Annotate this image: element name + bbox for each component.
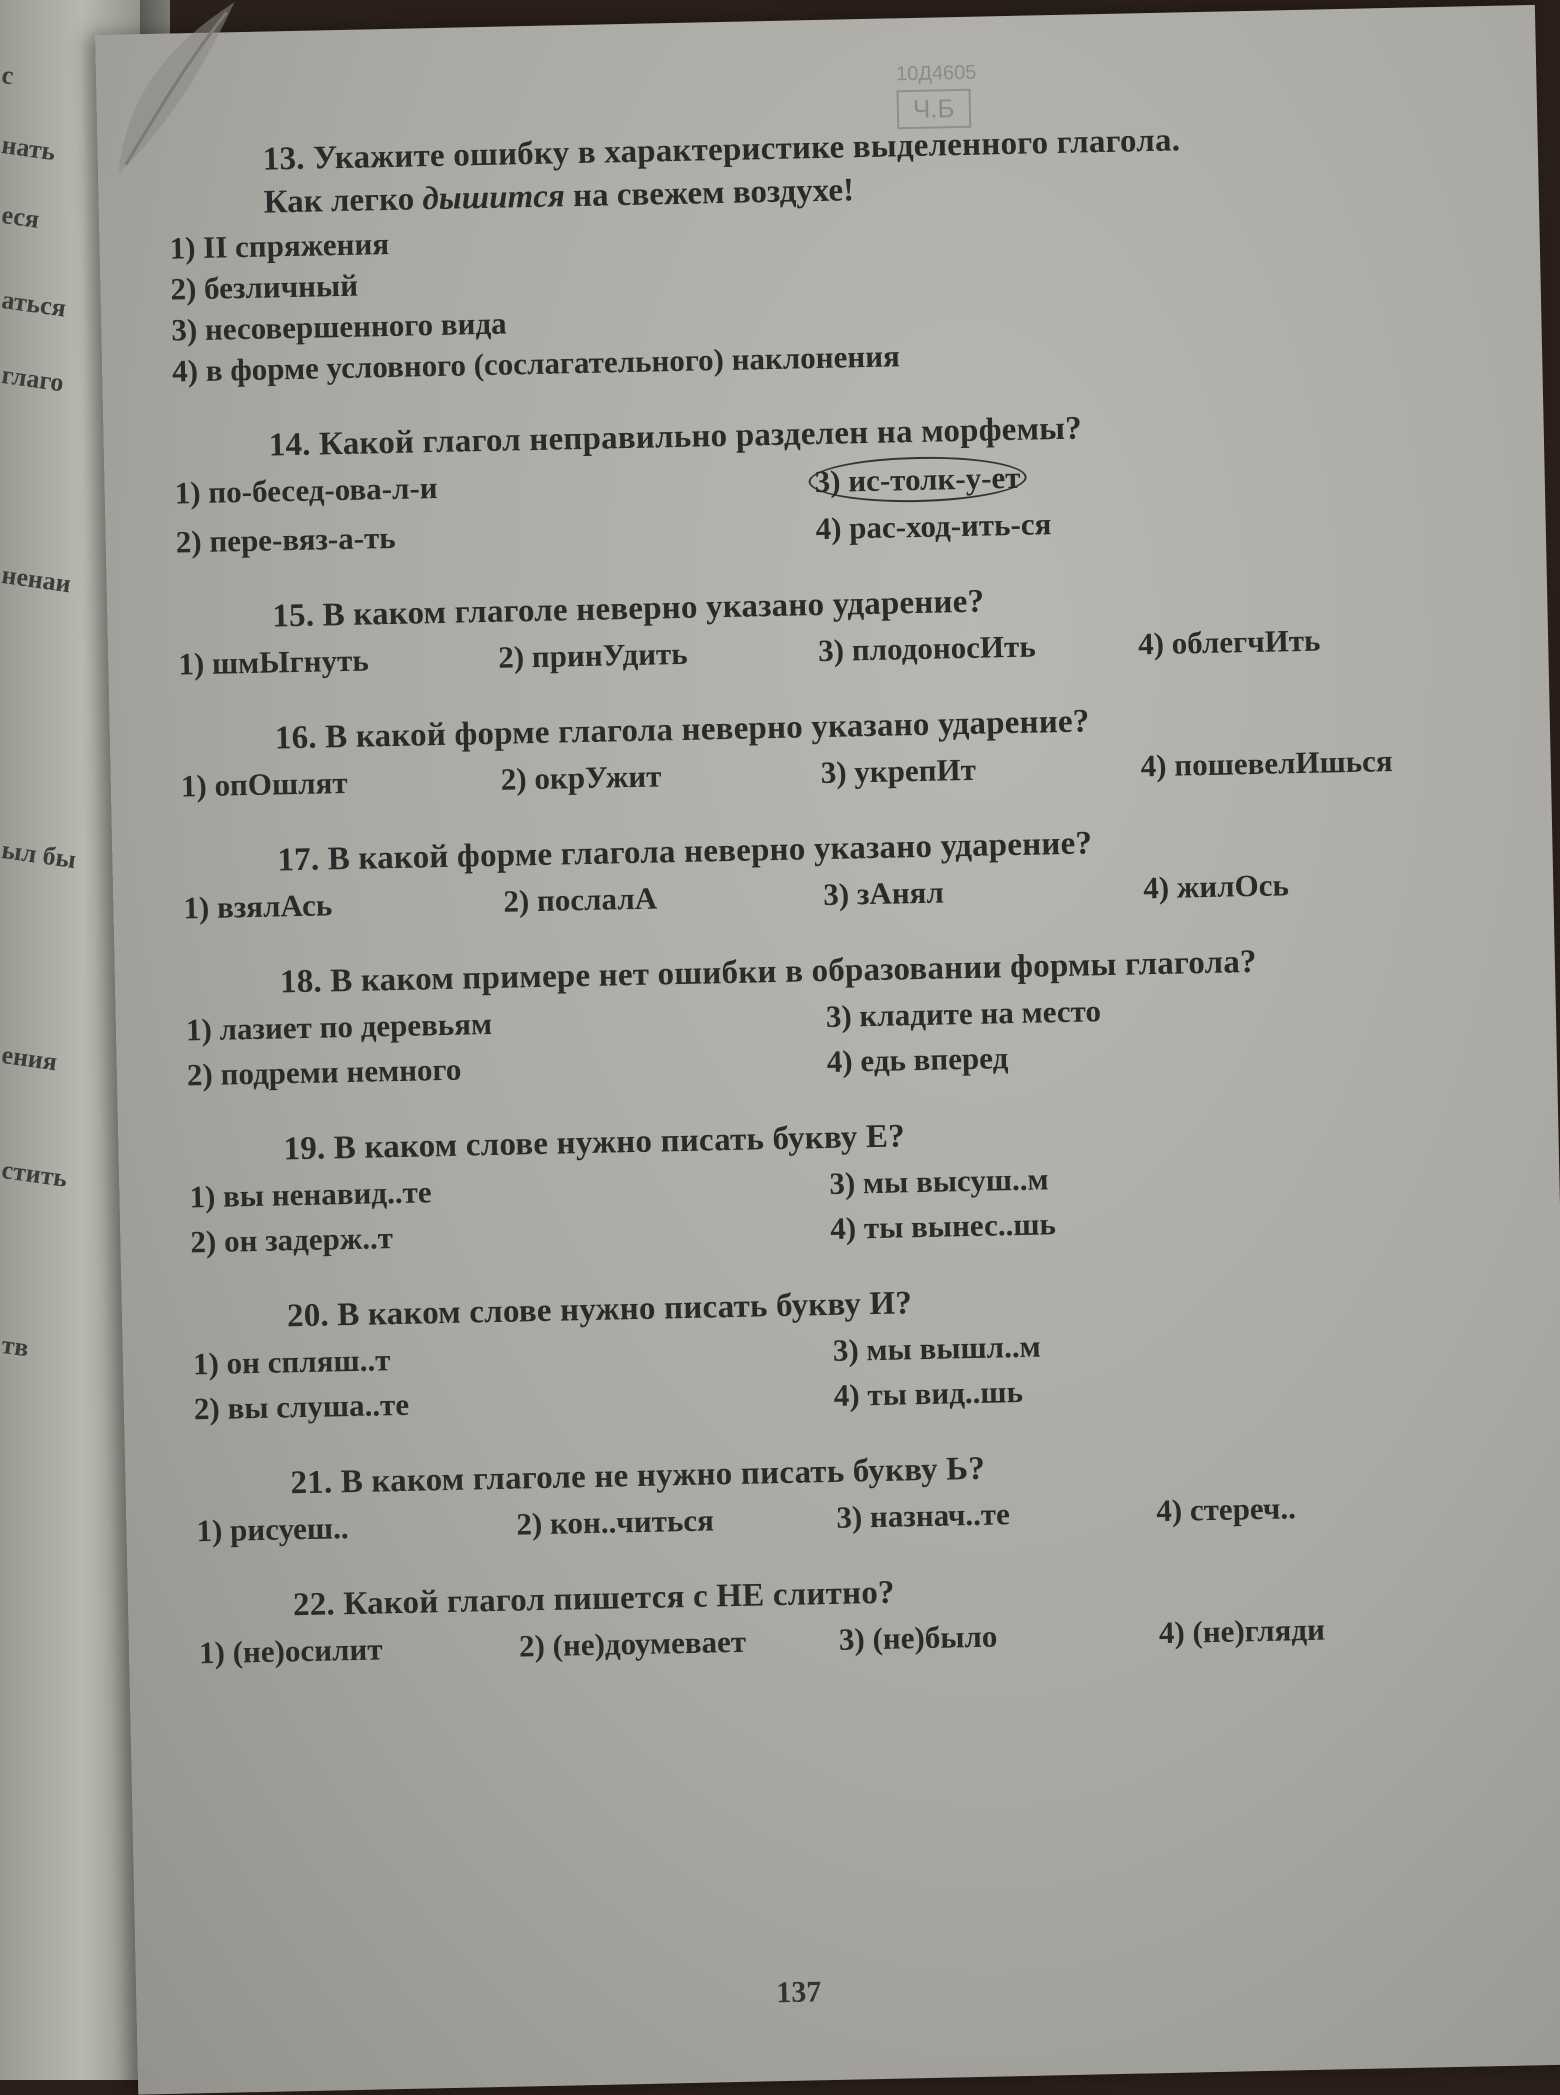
question-title: 17. В какой форме глагола неверно указано ударение? (277, 825, 1093, 879)
answer-option: 1) лазиет по деревьям (185, 1005, 493, 1048)
answer-option: 2) кон..читься (516, 1502, 715, 1542)
answer-option: 2) (не)доумевает (518, 1623, 747, 1664)
answer-option: 2) вы слуша..те (193, 1386, 410, 1427)
answer-option: 1) по-бесед-ова-л-и (174, 470, 438, 511)
answer-option: 3) несовершенного вида (170, 305, 507, 348)
question-18 (185, 940, 1467, 1096)
question-19 (188, 1107, 1470, 1263)
sentence-part: на свежем воздухе! (564, 172, 855, 215)
question-title: 22. Какой глагол пишется с НЕ слитно? (292, 1574, 896, 1624)
left-page-fragment: тв (0, 1330, 31, 1363)
answer-option: 1) рисуеш.. (196, 1510, 349, 1549)
answer-option: 2) безличный (170, 267, 359, 307)
left-page-fragment: с (0, 60, 16, 91)
pen-circle-mark (808, 455, 1027, 505)
stamp-box: Ч.Б (896, 89, 970, 130)
title-emphasis: не (594, 1458, 629, 1495)
answer-option: 4) ты вынес..шь (829, 1206, 1057, 1246)
left-page-fragment: ыл бы (0, 835, 78, 875)
answer-option: 3) кладите на место (825, 993, 1102, 1034)
question-title: 20. В каком слове нужно писать букву И? (286, 1285, 913, 1335)
answer-option: 1) (не)осилит (198, 1631, 383, 1671)
left-page-fragment: ненаи (0, 560, 73, 599)
answer-option: 3) мы высуш..м (829, 1161, 1049, 1201)
question-title: 19. В каком слове нужно писать букву Е? (283, 1118, 906, 1168)
question-14 (173, 403, 1456, 563)
page-number: 137 (775, 1975, 822, 2010)
question-list (167, 61, 1480, 1711)
answer-option: 3) зАнял (822, 874, 945, 913)
answer-option: 4) стереч.. (1155, 1490, 1297, 1529)
left-page-fragment: глаго (0, 360, 66, 398)
answer-option-text: 3) ис-толк-у-ет (814, 459, 1021, 500)
question-title: 16. В какой форме глагола неверно указано ударение? (274, 703, 1090, 757)
question-20 (192, 1274, 1474, 1430)
answer-option: 1) шмЫгнуть (177, 642, 370, 682)
answer-option: 4) в форме условного (сослагательного) наклонения (171, 338, 901, 389)
left-page-fragment: еся (0, 200, 42, 234)
answer-option: 2) подреми немного (186, 1051, 462, 1093)
answer-option: 1) взялАсь (183, 887, 333, 926)
answer-option: 2) принУдить (497, 635, 688, 675)
answer-option: 4) облегчИть (1137, 622, 1321, 662)
answer-option: 2) он задерж..т (190, 1220, 394, 1260)
question-title: 13. Укажите ошибку в характеристике выделенного глагола. (262, 122, 1181, 178)
answer-option: 3) мы вышл..м (832, 1328, 1041, 1368)
answer-option: 4) пошевелИшься (1140, 743, 1393, 784)
question-title: 14. Какой глагол неправильно разделен на морфемы? (268, 410, 1083, 464)
question-17 (182, 818, 1463, 929)
question-21 (195, 1440, 1476, 1551)
answer-option: 3) назнач..те (835, 1496, 1011, 1535)
answer-option: 4) (не)гляди (1158, 1611, 1326, 1651)
question-title: 15. В каком глаголе неверно указано ударение? (271, 583, 985, 635)
answer-option: 3) (не)было (838, 1618, 998, 1657)
library-stamp (896, 61, 1017, 133)
highlighted-verb: дышится (422, 178, 566, 218)
left-page-fragment: стить (0, 1155, 70, 1193)
answer-option: 1) вы ненавид..те (189, 1174, 432, 1215)
answer-option: 1) он спляш..т (192, 1342, 391, 1382)
sentence-part: Как легко (263, 181, 423, 221)
answer-option: 1) II спряжения (169, 225, 390, 266)
answer-option: 2) послалА (503, 880, 658, 919)
answer-option: 2) окрУжит (500, 758, 662, 797)
answer-option: 1) опОшлят (180, 764, 348, 804)
answer-option-circled (814, 446, 1455, 504)
question-15 (177, 574, 1458, 685)
question-22 (198, 1562, 1479, 1673)
answer-option: 4) ты вид..шь (833, 1373, 1024, 1413)
left-page-fragment: ения (0, 1040, 60, 1077)
answer-option: 4) едь вперед (826, 1040, 1009, 1079)
left-page-fragment: нать (0, 130, 58, 167)
answer-option: 4) жилОсь (1142, 867, 1290, 906)
stamp-code: 10Д4605 (895, 61, 977, 86)
answer-option: 3) укрепИт (820, 751, 977, 791)
title-part: нужно писать букву Ь? (628, 1450, 986, 1495)
question-16 (180, 696, 1461, 807)
book-page (95, 5, 1560, 2095)
question-title: 18. В каком примере нет ошибки в образовании формы глагола? (279, 943, 1258, 1001)
left-page-fragment: аться (0, 285, 68, 323)
answer-option: 3) плодоносИть (817, 628, 1037, 669)
answer-option: 2) пере-вяз-а-ть (175, 519, 396, 560)
answer-option: 4) рас-ход-ить-ся (815, 506, 1052, 547)
question-13 (167, 117, 1452, 392)
title-part: 21. В каком глаголе (290, 1458, 595, 1502)
